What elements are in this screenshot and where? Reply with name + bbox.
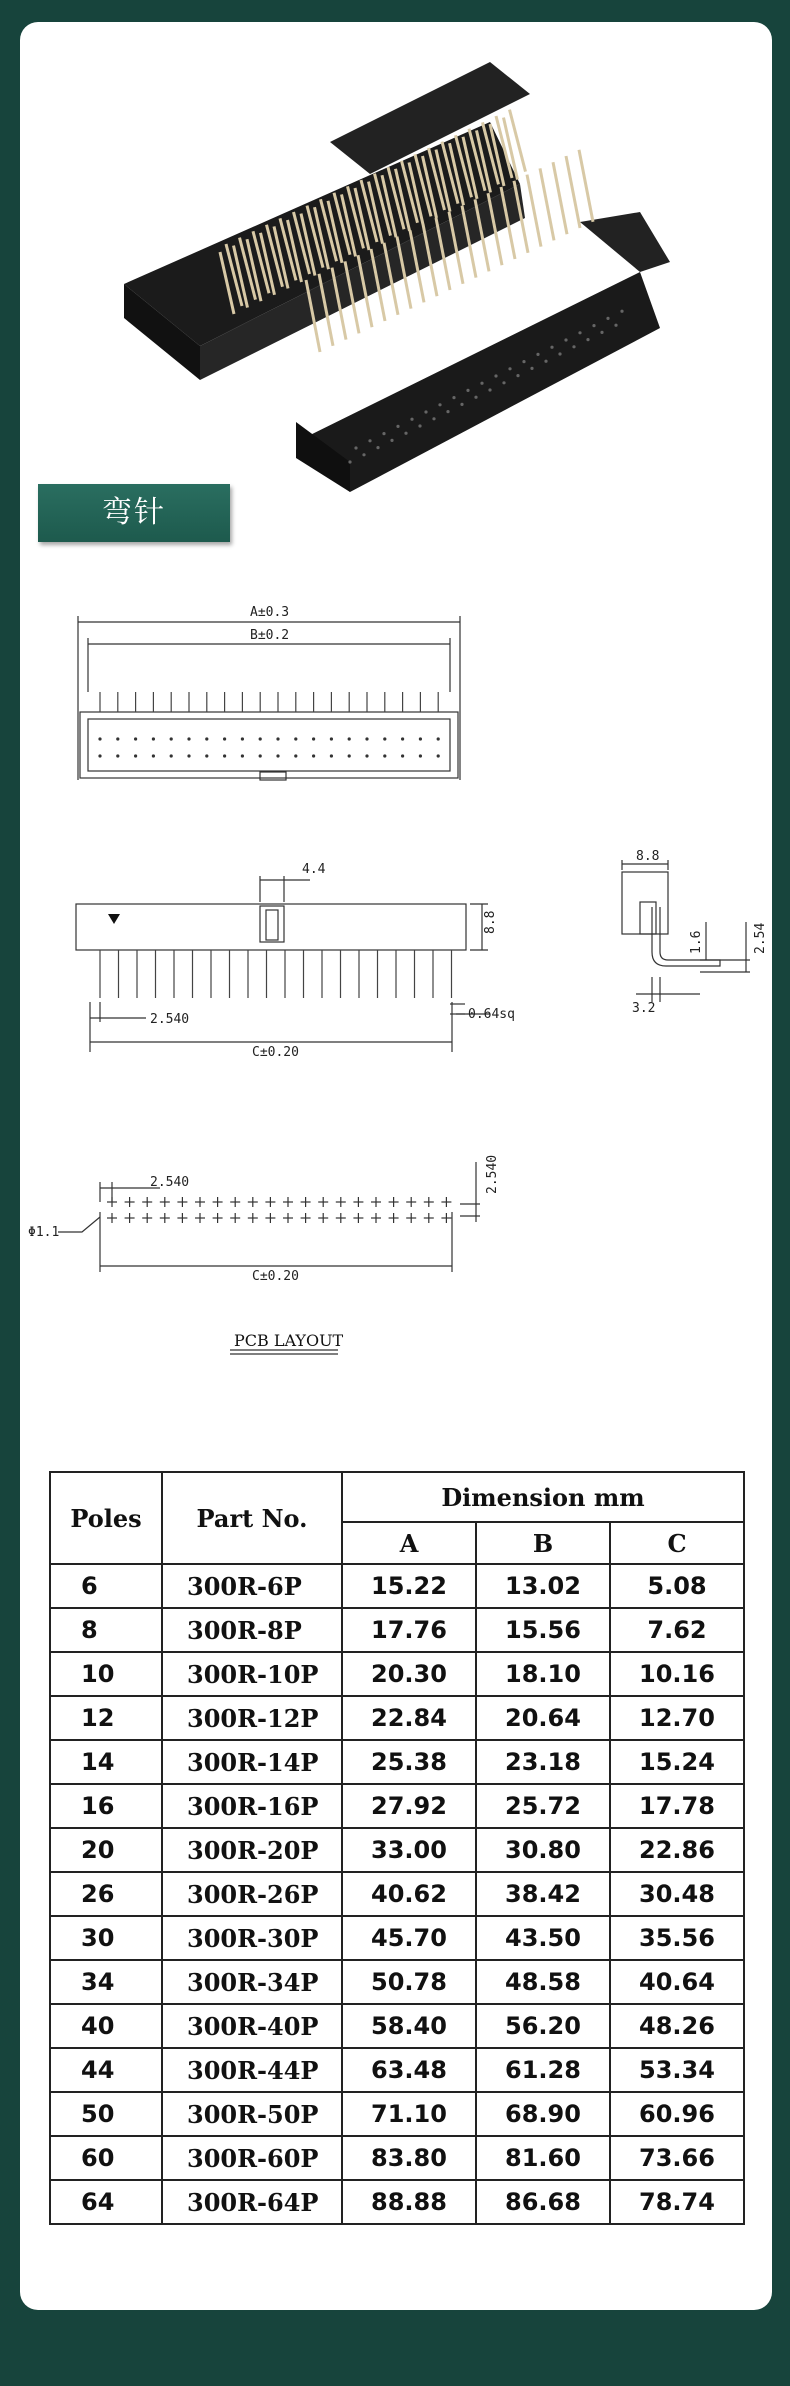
- table-row: [50, 1784, 744, 1828]
- pin-hole: [600, 331, 603, 334]
- top-dot: [259, 737, 262, 740]
- top-dot: [383, 754, 386, 757]
- side-3-2-label: 3.2: [632, 1001, 656, 1016]
- pin-hole: [390, 439, 393, 442]
- cell-b: 56.20: [476, 2004, 610, 2048]
- top-dot: [294, 737, 297, 740]
- pin-hole: [480, 382, 483, 385]
- pin-hole: [376, 446, 379, 449]
- pin-hole: [466, 389, 469, 392]
- cell-a: 63.48: [342, 2048, 476, 2092]
- cell-a: 15.22: [342, 1564, 476, 1608]
- top-dot: [241, 754, 244, 757]
- table-row: [50, 2136, 744, 2180]
- cell-poles: 34: [50, 1960, 162, 2004]
- pin-hole: [404, 432, 407, 435]
- top-dot: [134, 737, 137, 740]
- cell-c: 73.66: [610, 2136, 744, 2180]
- pin: [566, 156, 580, 228]
- pcb-dim-c-label: C±0.20: [252, 1269, 299, 1284]
- dim-a-label: A±0.3: [250, 605, 290, 620]
- cell-c: 35.56: [610, 1916, 744, 1960]
- cell-b: 25.72: [476, 1784, 610, 1828]
- cell-a: 58.40: [342, 2004, 476, 2048]
- header-col-c: C: [610, 1522, 744, 1564]
- cell-b: 43.50: [476, 1916, 610, 1960]
- cell-b: 23.18: [476, 1740, 610, 1784]
- top-dot: [419, 754, 422, 757]
- dim-c-label: C±0.20: [252, 1045, 299, 1060]
- cell-b: 20.64: [476, 1696, 610, 1740]
- cell-part-no: 300R-10P: [162, 1652, 342, 1696]
- cell-c: 48.26: [610, 2004, 744, 2048]
- pin-hole: [396, 425, 399, 428]
- cell-poles: 16: [50, 1784, 162, 1828]
- pin-hole: [446, 410, 449, 413]
- top-dot: [401, 754, 404, 757]
- cell-poles: 8: [50, 1608, 162, 1652]
- cell-poles: 60: [50, 2136, 162, 2180]
- bent-pin-tag: 弯针: [38, 484, 230, 542]
- table-row: [50, 1872, 744, 1916]
- dim-b-label: B±0.2: [250, 628, 290, 643]
- cell-b: 61.28: [476, 2048, 610, 2092]
- pin-hole: [516, 374, 519, 377]
- side-8-8-label: 8.8: [636, 849, 660, 864]
- cell-a: 45.70: [342, 1916, 476, 1960]
- pin: [540, 168, 554, 240]
- cell-part-no: 300R-34P: [162, 1960, 342, 2004]
- pin-hole: [418, 424, 421, 427]
- cell-c: 22.86: [610, 1828, 744, 1872]
- pin: [510, 110, 526, 172]
- pin-hole: [558, 352, 561, 355]
- cell-c: 5.08: [610, 1564, 744, 1608]
- cell-c: 17.78: [610, 1784, 744, 1828]
- cell-poles: 10: [50, 1652, 162, 1696]
- cell-part-no: 300R-6P: [162, 1564, 342, 1608]
- cell-c: 30.48: [610, 1872, 744, 1916]
- cell-part-no: 300R-30P: [162, 1916, 342, 1960]
- cell-a: 88.88: [342, 2180, 476, 2224]
- table-row: [50, 2180, 744, 2224]
- cell-poles: 64: [50, 2180, 162, 2224]
- cell-part-no: 300R-16P: [162, 1784, 342, 1828]
- cell-poles: 44: [50, 2048, 162, 2092]
- table-row: [50, 2048, 744, 2092]
- cell-c: 53.34: [610, 2048, 744, 2092]
- cell-part-no: 300R-20P: [162, 1828, 342, 1872]
- table-row: [50, 1960, 744, 2004]
- top-dot: [419, 737, 422, 740]
- pin-hole: [362, 453, 365, 456]
- header-col-b: B: [476, 1522, 610, 1564]
- top-dot: [116, 754, 119, 757]
- cell-c: 15.24: [610, 1740, 744, 1784]
- pcb-pitch-y-label: 2.540: [485, 1154, 500, 1194]
- top-dot: [134, 754, 137, 757]
- pin-hole: [438, 403, 441, 406]
- pin-hole: [382, 432, 385, 435]
- pin-hole: [620, 310, 623, 313]
- cell-c: 10.16: [610, 1652, 744, 1696]
- cell-b: 86.68: [476, 2180, 610, 2224]
- top-dot: [330, 754, 333, 757]
- table-row: [50, 1696, 744, 1740]
- pin-hole: [348, 460, 351, 463]
- header-col-a: A: [342, 1522, 476, 1564]
- pin-hole: [522, 360, 525, 363]
- pin: [527, 175, 541, 247]
- pin1-marker-icon: [108, 914, 120, 924]
- cell-a: 33.00: [342, 1828, 476, 1872]
- pcb-pitch-x-label: 2.540: [150, 1175, 190, 1190]
- side-view: [622, 860, 750, 1002]
- top-dot: [205, 754, 208, 757]
- top-dot: [170, 754, 173, 757]
- cell-b: 38.42: [476, 1872, 610, 1916]
- cell-poles: 30: [50, 1916, 162, 1960]
- top-dot: [187, 737, 190, 740]
- top-dot: [365, 737, 368, 740]
- pin-hole: [494, 374, 497, 377]
- top-dot: [294, 754, 297, 757]
- top-dot: [437, 754, 440, 757]
- pin-hole: [460, 403, 463, 406]
- connector-back: [124, 62, 530, 380]
- cell-a: 17.76: [342, 1608, 476, 1652]
- top-dot: [312, 737, 315, 740]
- pin-hole: [488, 388, 491, 391]
- cell-part-no: 300R-26P: [162, 1872, 342, 1916]
- cell-part-no: 300R-8P: [162, 1608, 342, 1652]
- product-card: [20, 22, 772, 2310]
- header-poles: Poles: [50, 1472, 162, 1564]
- cell-part-no: 300R-12P: [162, 1696, 342, 1740]
- table-row: [50, 1740, 744, 1784]
- table-row: [50, 1828, 744, 1872]
- pin-hole: [508, 367, 511, 370]
- pin-hole: [474, 396, 477, 399]
- cell-part-no: 300R-14P: [162, 1740, 342, 1784]
- pin-hole: [586, 338, 589, 341]
- cell-a: 83.80: [342, 2136, 476, 2180]
- pin-size-label: 0.64sq: [468, 1007, 515, 1022]
- cell-part-no: 300R-50P: [162, 2092, 342, 2136]
- front-view: [76, 876, 490, 1052]
- table-row: [50, 1608, 744, 1652]
- top-dot: [116, 737, 119, 740]
- pin-hole: [606, 317, 609, 320]
- top-dot: [152, 754, 155, 757]
- top-dot: [276, 754, 279, 757]
- side-1-6-label: 1.6: [689, 930, 704, 954]
- product-photo: [20, 22, 772, 492]
- cell-b: 48.58: [476, 1960, 610, 2004]
- pin-hole: [432, 417, 435, 420]
- cell-poles: 20: [50, 1828, 162, 1872]
- top-dot: [383, 737, 386, 740]
- cell-c: 40.64: [610, 1960, 744, 2004]
- pin-hole: [536, 353, 539, 356]
- cell-c: 7.62: [610, 1608, 744, 1652]
- table-row: [50, 2004, 744, 2048]
- cell-b: 81.60: [476, 2136, 610, 2180]
- cell-b: 13.02: [476, 1564, 610, 1608]
- pin-hole: [550, 346, 553, 349]
- top-dot: [348, 737, 351, 740]
- side-2-54-label: 2.54: [753, 922, 768, 954]
- top-dot: [276, 737, 279, 740]
- pin-hole: [452, 396, 455, 399]
- cell-a: 20.30: [342, 1652, 476, 1696]
- cell-a: 71.10: [342, 2092, 476, 2136]
- pin: [579, 150, 593, 222]
- top-dot: [365, 754, 368, 757]
- cell-poles: 50: [50, 2092, 162, 2136]
- pin-hole: [424, 410, 427, 413]
- table-row: [50, 1564, 744, 1608]
- top-dot: [98, 737, 101, 740]
- pin-hole: [544, 360, 547, 363]
- table-row: [50, 1916, 744, 1960]
- top-dot: [437, 737, 440, 740]
- cell-c: 12.70: [610, 1696, 744, 1740]
- cell-part-no: 300R-40P: [162, 2004, 342, 2048]
- cell-part-no: 300R-44P: [162, 2048, 342, 2092]
- table-row: [50, 1652, 744, 1696]
- cell-b: 30.80: [476, 1828, 610, 1872]
- top-dot: [205, 737, 208, 740]
- pcb-layout-title: PCB LAYOUT: [234, 1331, 344, 1350]
- pin-hole: [410, 418, 413, 421]
- dimension-table: [49, 1471, 745, 2225]
- cell-poles: 26: [50, 1872, 162, 1916]
- top-dot: [223, 737, 226, 740]
- top-dot: [259, 754, 262, 757]
- cell-part-no: 300R-60P: [162, 2136, 342, 2180]
- pin-hole: [614, 324, 617, 327]
- cell-a: 25.38: [342, 1740, 476, 1784]
- pin-hole: [368, 439, 371, 442]
- pin-hole: [564, 338, 567, 341]
- pin-hole: [354, 446, 357, 449]
- cell-a: 50.78: [342, 1960, 476, 2004]
- technical-drawings: [20, 562, 772, 1382]
- dim-4-4-label: 4.4: [302, 862, 326, 877]
- pin-hole: [530, 367, 533, 370]
- cell-b: 18.10: [476, 1652, 610, 1696]
- cell-c: 78.74: [610, 2180, 744, 2224]
- top-dot: [241, 737, 244, 740]
- pin: [553, 162, 567, 234]
- pitch-label: 2.540: [150, 1012, 190, 1027]
- cell-poles: 40: [50, 2004, 162, 2048]
- dim-8-8-label: 8.8: [483, 910, 498, 934]
- pin-hole: [502, 381, 505, 384]
- cell-b: 15.56: [476, 1608, 610, 1652]
- top-dot: [98, 754, 101, 757]
- cell-a: 27.92: [342, 1784, 476, 1828]
- top-dot: [348, 754, 351, 757]
- cell-poles: 14: [50, 1740, 162, 1784]
- pin-hole: [592, 324, 595, 327]
- top-dot: [330, 737, 333, 740]
- hole-diameter-label: Φ1.1: [28, 1225, 60, 1240]
- cell-poles: 6: [50, 1564, 162, 1608]
- header-part-no: Part No.: [162, 1472, 342, 1564]
- pcb-layout-view: [58, 1162, 480, 1354]
- cell-b: 68.90: [476, 2092, 610, 2136]
- cell-c: 60.96: [610, 2092, 744, 2136]
- cell-a: 40.62: [342, 1872, 476, 1916]
- top-dot: [401, 737, 404, 740]
- top-dot: [223, 754, 226, 757]
- header-dimension: Dimension mm: [342, 1472, 744, 1522]
- top-dot: [170, 737, 173, 740]
- top-dot: [152, 737, 155, 740]
- top-dot: [187, 754, 190, 757]
- cell-a: 22.84: [342, 1696, 476, 1740]
- pin-hole: [578, 331, 581, 334]
- table-row: [50, 2092, 744, 2136]
- top-dot: [312, 754, 315, 757]
- cell-poles: 12: [50, 1696, 162, 1740]
- cell-part-no: 300R-64P: [162, 2180, 342, 2224]
- pin-hole: [572, 345, 575, 348]
